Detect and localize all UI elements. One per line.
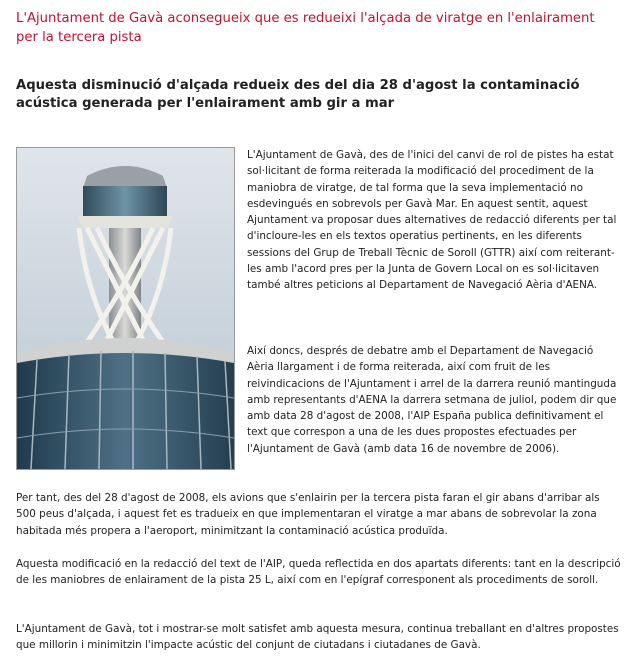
paragraph-4: Aquesta modificació en la redacció del text de l'AIP, queda reflectida en dos apartats diferents: tant en la descripció de les maniobres de enlairament de la pista 25 L, així com en l'epígraf corresponent als procediments de soroll. (16, 558, 621, 587)
paragraph-1: L'Ajuntament de Gavà, des de l'inici del canvi de rol de pistes ha estat sol·licitant de forma reiterada la modificació del procediment de la maniobra de viratge, de tal forma que la seva implementació no esdevingués en sobrevols per Gavà Mar. En aquest sentit, aquest Ajuntament va proposar dues alternatives de redacció diferents per tal d'incloure-les en els textos operatius pertinents, en les diferents sessions del Grup de Treball Tècnic de Soroll (GTTR) així com reiterant-les amb l'acord pres per la Junta de Govern Local on es sol·licitaven també altres peticions al Departament de Navegació Aèria d'AENA. (247, 149, 617, 292)
paragraph-5: L'Ajuntament de Gavà, tot i mostrar-se molt satisfet amb aquesta mesura, continua treballant en d'altres propostes que millorin i minimitzin l'impacte acústic del conjunt de ciutadans i ciutadanes de Gavà. (16, 623, 619, 652)
paragraph-3: Per tant, des del 28 d'agost de 2008, els avions que s'enlairin per la tercera pista faran el gir abans d'arribar als 500 peus d'alçada, i aquest fet es tradueix en que implementaran el viratge a mar abans de sobrevolar la zona habitada més propera a l'aeroport, minimitzant la contaminació acústica produïda. (16, 492, 600, 537)
article-subtitle: Aquesta disminució d'alçada redueix des del dia 28 d'agost la contaminació acústica generada per l'enlairament amb gir a mar (16, 78, 580, 111)
control-tower-photo (16, 147, 235, 470)
paragraph-2: Així doncs, després de debatre amb el Departament de Navegació Aèria llargament i de forma reiterada, així com fruit de les reivindicacions de l'Ajuntament i arrel de la darrera reunió mantinguda amb representants d'AENA la darrera setmana de juliol, podem dir que amb data 28 d'agost de 2008, l'AIP España publica definitivament el text que correspon a una de les dues propostes efectuades per l'Ajuntament de Gavà (amb data 16 de novembre de 2006). (247, 345, 617, 455)
article-title: L'Ajuntament de Gavà aconsegueix que es redueixi l'alçada de viratge en l'enlairament per la tercera pista (16, 11, 595, 45)
